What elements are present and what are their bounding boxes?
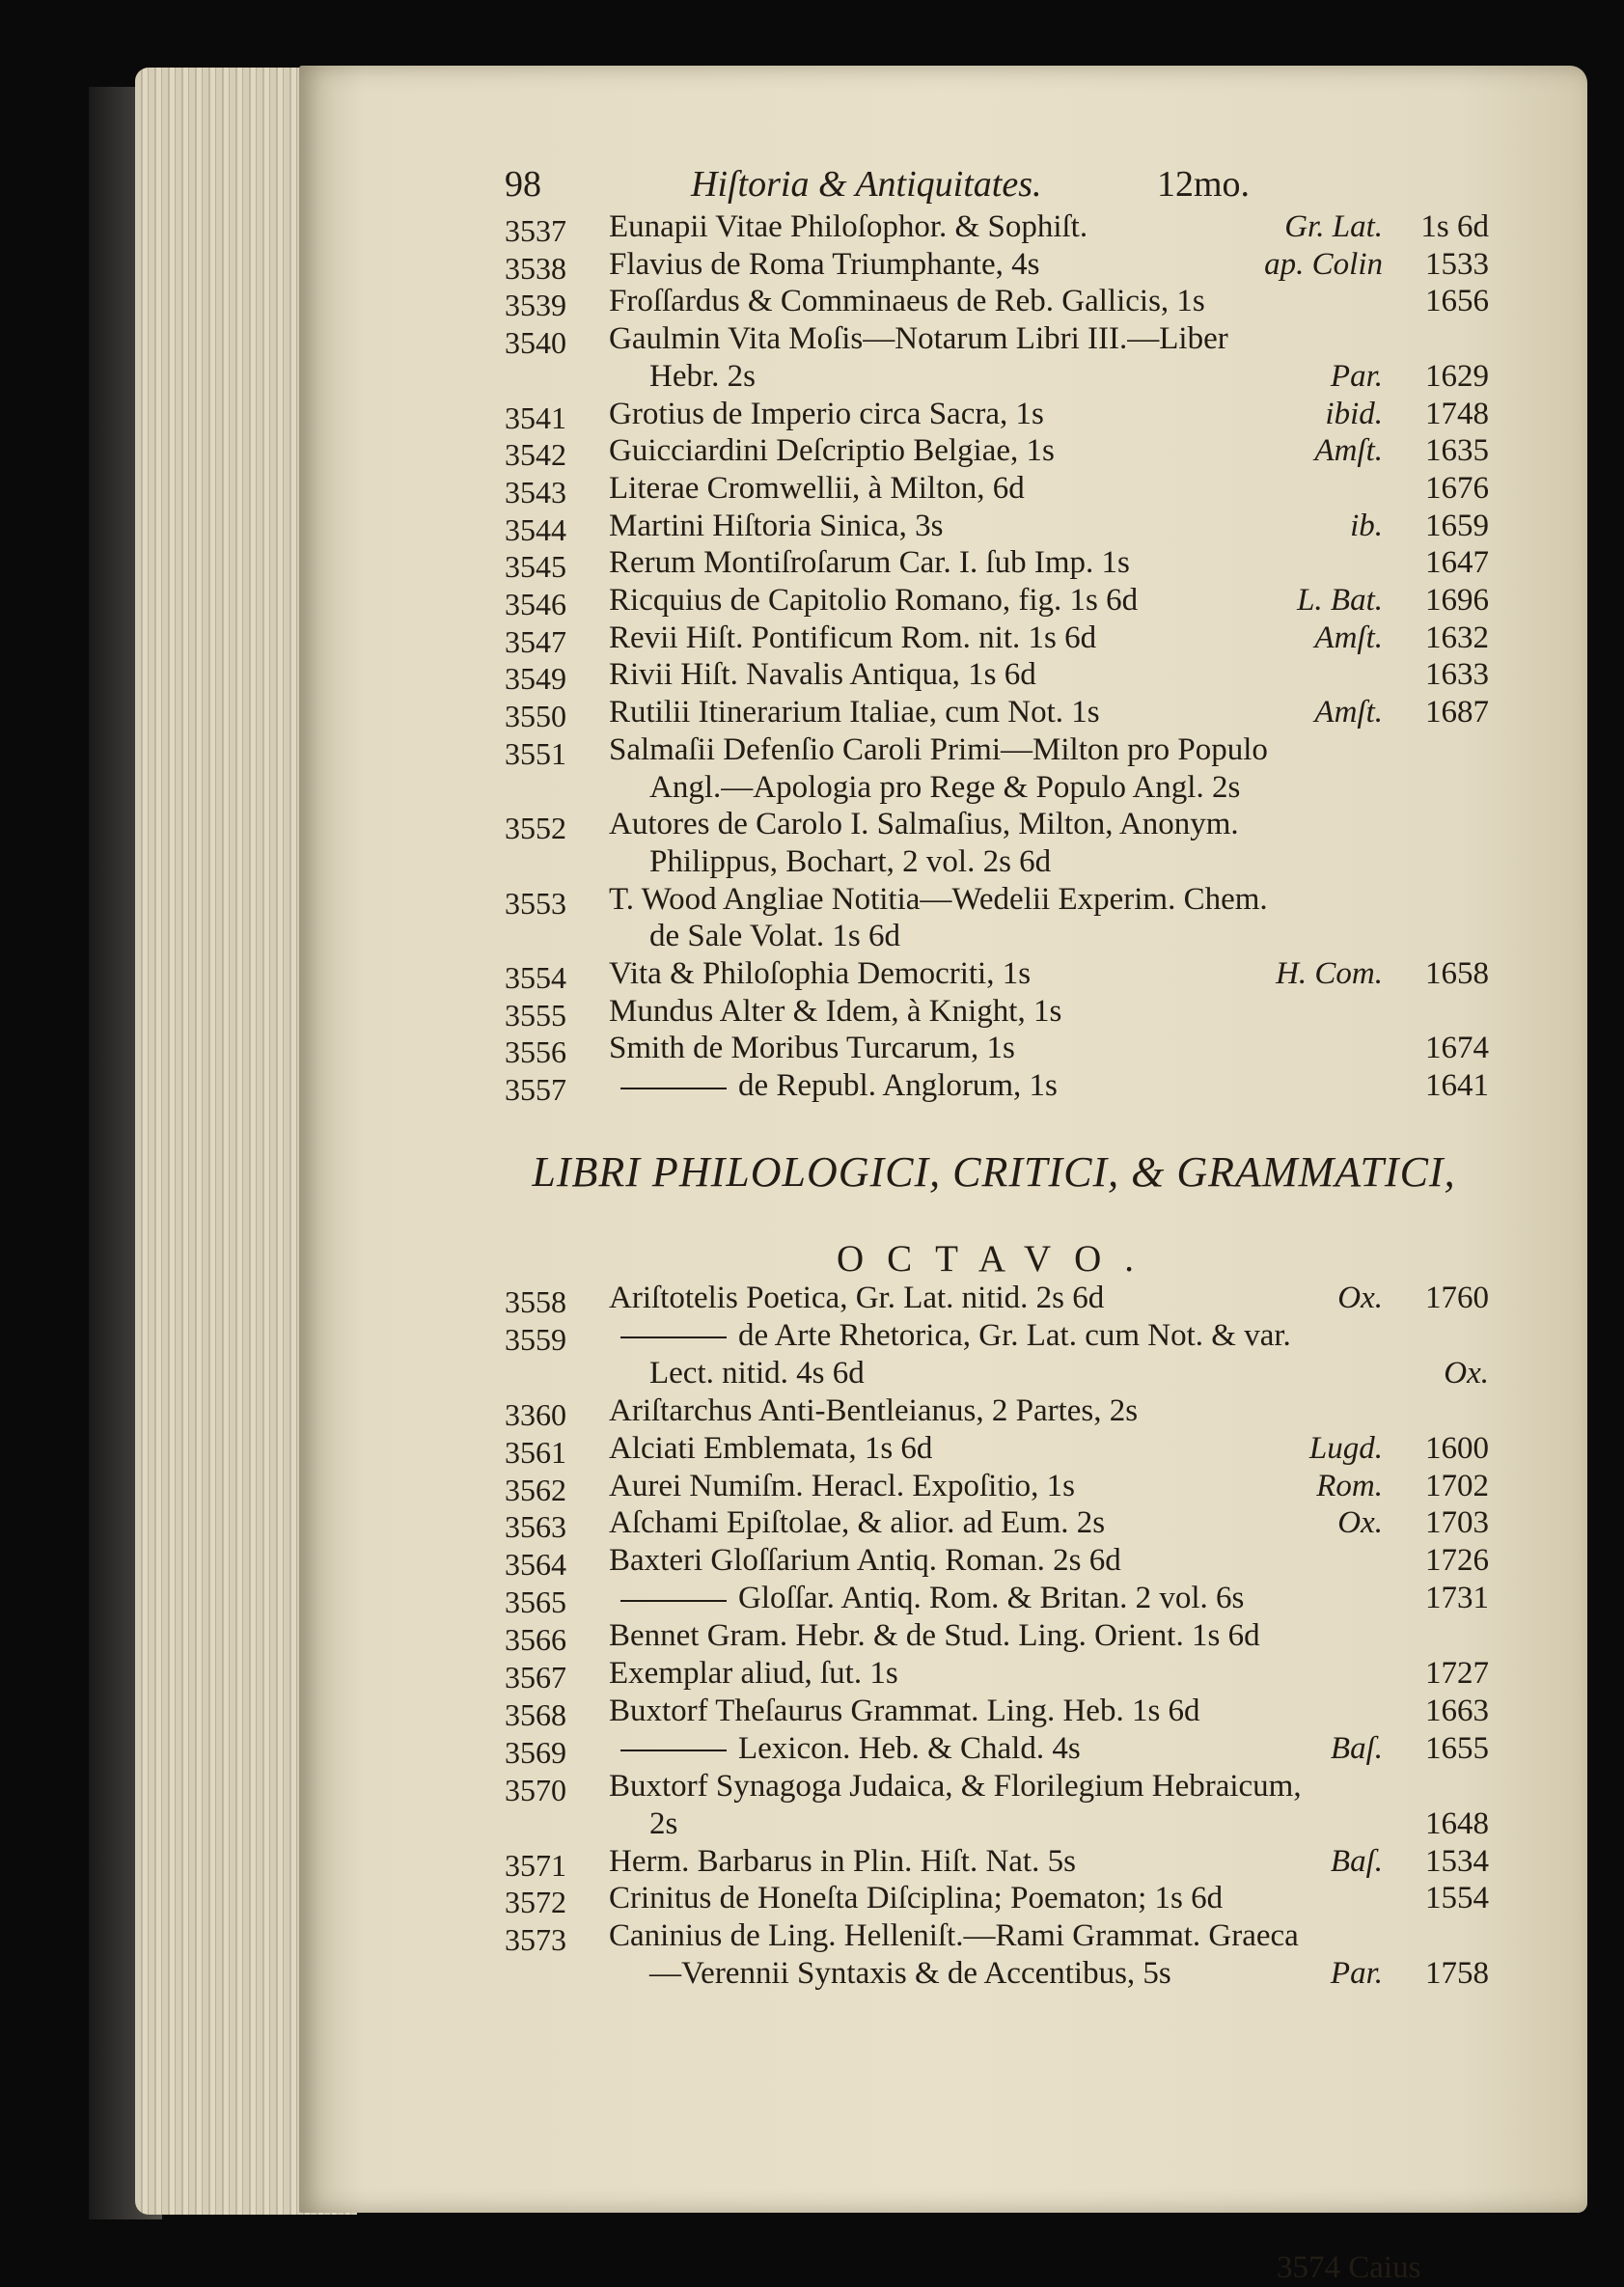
running-title: Hiſtoria & Antiquitates. <box>691 164 1042 205</box>
entry-text: Aurei Numiſm. Heracl. Expoſitio, 1s <box>609 1468 1075 1503</box>
entry-text: Rerum Montiſroſarum Car. I. ſub Imp. 1s <box>609 545 1130 581</box>
lot-number: 3539 <box>505 288 566 323</box>
entry-text: Rutilii Itinerarium Italiae, cum Not. 1s <box>609 695 1100 730</box>
entry-text: de Republ. Anglorum, 1s <box>738 1068 1058 1104</box>
entry-title <box>609 880 1268 919</box>
catalogue-entry <box>505 805 1489 846</box>
lot-number: 3565 <box>505 1584 566 1620</box>
entry-text: Caninius de Ling. Helleniſt.—Rami Grammat. Graeca <box>609 1918 1299 1954</box>
catalogue-entry <box>505 1429 1489 1468</box>
entry-year: 1s 6d <box>1420 209 1489 244</box>
entry-text: de Sale Volat. 1s 6d <box>649 919 901 954</box>
catalogue-entry <box>505 619 1489 657</box>
entry-place: ibid. <box>1325 396 1383 431</box>
entry-year: 1687 <box>1425 695 1489 730</box>
entry-title <box>649 917 900 955</box>
lot-number: 3540 <box>505 325 566 361</box>
lot-number: 3573 <box>505 1922 566 1958</box>
catalogue-entry <box>505 1767 1489 1805</box>
entry-title <box>609 581 1138 620</box>
entry-year: 1655 <box>1425 1730 1489 1766</box>
lot-number: 3360 <box>505 1396 566 1432</box>
entry-title <box>609 1467 1075 1505</box>
entry-year: 1633 <box>1425 657 1489 693</box>
entry-text: Mundus Alter & Idem, à Knight, 1s <box>609 993 1062 1029</box>
entry-title <box>609 1692 1200 1730</box>
entry-year: 1676 <box>1425 470 1489 506</box>
lot-number: 3559 <box>505 1321 566 1357</box>
lot-number: 3562 <box>505 1472 566 1507</box>
section-heading: LIBRI PHILOLOGICI, CRITICI, & GRAMMATICI, <box>532 1148 1456 1196</box>
catalogue-entry <box>505 1066 1489 1108</box>
entry-text: Eunapii Vitae Philoſophor. & Sophiſt. <box>609 209 1088 244</box>
entry-place: Ox. <box>1337 1281 1383 1315</box>
entry-title <box>609 805 1239 843</box>
entry-text: Salmaſii Defenſio Caroli Primi—Milton pro Populo <box>609 731 1268 767</box>
catalogue-entry <box>505 730 1489 769</box>
lot-number: 3550 <box>505 699 566 734</box>
entry-text: Exemplar aliud, ſut. 1s <box>609 1656 898 1691</box>
catalogue-entry <box>505 319 1489 361</box>
entry-text: Crinitus de Honeſta Diſciplina; Poematon; 1s 6d <box>609 1881 1224 1916</box>
entry-title <box>609 207 1087 246</box>
format-label: 12mo. <box>1157 164 1251 205</box>
lot-number: 3538 <box>505 250 566 286</box>
entry-place: Lugd. <box>1308 1430 1383 1466</box>
catalogue-entry <box>505 1954 1489 1993</box>
entry-title <box>609 469 1025 508</box>
entry-year: 1647 <box>1425 545 1489 581</box>
entry-year: 1629 <box>1425 358 1489 394</box>
entry-year: 1658 <box>1425 956 1489 991</box>
entry-place: Amſt. <box>1314 433 1383 469</box>
entry-text: Smith de Moribus Turcarum, 1s <box>609 1031 1015 1066</box>
entry-text: Alciati Emblemata, 1s 6d <box>609 1430 933 1466</box>
entry-place: Ox. <box>1337 1505 1383 1541</box>
entry-text: Gloſſar. Antiq. Rom. & Britan. 2 vol. 6s <box>738 1581 1245 1616</box>
entry-text: Aſchami Epiſtolae, & alior. ad Eum. 2s <box>609 1505 1106 1541</box>
catalogue-entry <box>505 954 1489 993</box>
entry-title <box>609 543 1130 582</box>
entry-text: Lect. nitid. 4s 6d <box>649 1355 865 1391</box>
entry-place: Par. <box>1330 358 1383 394</box>
entry-place: H. Com. <box>1276 956 1383 991</box>
entry-title <box>609 1066 1058 1105</box>
entry-year: 1748 <box>1425 396 1489 431</box>
catalogue-entry <box>505 1805 1489 1843</box>
catalogue-entry <box>505 207 1489 246</box>
catalogue-entry <box>505 1729 1489 1768</box>
entry-place: Amſt. <box>1314 695 1383 730</box>
catalogue-entry <box>505 693 1489 734</box>
entry-text: Lexicon. Heb. & Chald. 4s <box>738 1730 1081 1766</box>
entry-title <box>609 507 943 545</box>
entry-year: 1726 <box>1425 1543 1489 1579</box>
entry-text: Rivii Hiſt. Navalis Antiqua, 1s 6d <box>609 657 1036 693</box>
entry-title <box>609 992 1061 1031</box>
entry-text: Baxteri Gloſſarium Antiq. Roman. 2s 6d <box>609 1543 1121 1579</box>
lot-number: 3558 <box>505 1284 566 1319</box>
catalogue-entry <box>505 1391 1489 1430</box>
entry-title <box>609 655 1036 694</box>
entry-year: 1663 <box>1425 1693 1489 1728</box>
entry-text: Flavius de Roma Triumphante, 4s <box>609 246 1040 282</box>
entry-text: Vita & Philoſophia Democriti, 1s <box>609 956 1032 991</box>
entry-year: 1696 <box>1425 583 1489 618</box>
entry-text: Literae Cromwellii, à Milton, 6d <box>609 470 1025 506</box>
entry-title <box>609 1579 1244 1617</box>
ditto-dash <box>620 1336 727 1338</box>
entry-year: 1600 <box>1425 1430 1489 1466</box>
catchword: 3574 Caius <box>1277 2250 1421 2285</box>
entry-year: 1727 <box>1425 1656 1489 1691</box>
entry-year: 1731 <box>1425 1581 1489 1616</box>
entry-title <box>649 1354 865 1392</box>
catalogue-entry <box>505 282 1489 323</box>
entry-year: 1554 <box>1425 1881 1489 1916</box>
catalogue-entry <box>505 395 1489 433</box>
entry-title <box>649 1954 1171 1993</box>
entry-title <box>609 730 1268 769</box>
entry-text: Ariſtotelis Poetica, Gr. Lat. nitid. 2s 6d <box>609 1281 1105 1315</box>
catalogue-entry <box>505 357 1489 396</box>
entry-title <box>609 1029 1015 1067</box>
lot-number: 3555 <box>505 997 566 1033</box>
entry-title <box>609 282 1205 320</box>
entry-text: de Arte Rhetorica, Gr. Lat. cum Not. & var. <box>738 1317 1291 1353</box>
lot-number: 3557 <box>505 1072 566 1108</box>
catalogue-entry <box>505 1616 1489 1658</box>
entry-text: Autores de Carolo I. Salmaſius, Milton, Anonym. <box>609 807 1239 842</box>
entry-title <box>609 1767 1302 1805</box>
lot-number: 3563 <box>505 1509 566 1545</box>
catalogue-entry <box>505 245 1489 284</box>
lot-number: 3567 <box>505 1660 566 1695</box>
entry-title <box>609 1842 1076 1881</box>
entry-place: Rom. <box>1316 1468 1383 1503</box>
entry-place: ib. <box>1350 508 1383 543</box>
entry-text: Buxtorf Synagoga Judaica, & Florilegium Hebraicum, <box>609 1768 1302 1804</box>
catalogue-entry <box>505 1579 1489 1620</box>
entry-title <box>609 1916 1299 1955</box>
entry-year: 1534 <box>1425 1843 1489 1879</box>
entry-text: Bennet Gram. Hebr. & de Stud. Ling. Orient. 1s 6d <box>609 1618 1260 1654</box>
catalogue-entry <box>505 581 1489 620</box>
lot-number: 3553 <box>505 885 566 921</box>
catalogue-entry <box>505 1354 1489 1392</box>
lot-number: 3570 <box>505 1772 566 1807</box>
lot-number: 3552 <box>505 811 566 846</box>
lot-number: 3542 <box>505 437 566 473</box>
entry-place: Par. <box>1330 1956 1383 1992</box>
entry-title <box>609 1879 1223 1917</box>
lot-number: 3556 <box>505 1034 566 1070</box>
entry-text: Angl.—Apologia pro Rege & Populo Angl. 2s <box>649 769 1241 805</box>
entry-year: 1641 <box>1425 1068 1489 1104</box>
catalogue-entry <box>505 1692 1489 1730</box>
catalogue-entry <box>505 992 1489 1031</box>
entry-title <box>609 1279 1104 1317</box>
entry-place: Amſt. <box>1314 620 1383 655</box>
lot-number: 3554 <box>505 960 566 995</box>
lot-number: 3543 <box>505 474 566 510</box>
entry-text: Guicciardini Deſcriptio Belgiae, 1s <box>609 433 1055 469</box>
catalogue-entry <box>505 768 1489 807</box>
entry-title <box>649 357 756 396</box>
lot-number: 3568 <box>505 1696 566 1732</box>
entry-title <box>649 1805 677 1843</box>
entry-year: 1648 <box>1425 1805 1489 1841</box>
ditto-dash <box>620 1088 727 1089</box>
entry-title <box>609 954 1031 993</box>
entry-title <box>609 1616 1260 1655</box>
lot-number: 3549 <box>505 661 566 697</box>
entry-text: Froſſardus & Comminaeus de Reb. Gallicis, 1s <box>609 284 1205 319</box>
entry-text: —Verennii Syntaxis & de Accentibus, 5s <box>649 1956 1171 1992</box>
entry-text: Hebr. 2s <box>649 358 756 394</box>
entry-title <box>609 245 1039 284</box>
lot-number: 3546 <box>505 587 566 621</box>
lot-number: 3569 <box>505 1734 566 1770</box>
entry-place: Ox. <box>1444 1355 1489 1391</box>
catalogue-entry <box>505 507 1489 545</box>
catalogue-entry <box>505 469 1489 508</box>
entry-title <box>649 768 1240 807</box>
catalogue-entry <box>505 1279 1489 1317</box>
entry-text: Grotius de Imperio circa Sacra, 1s <box>609 396 1044 431</box>
entry-year: 1635 <box>1425 433 1489 469</box>
lot-number: 3566 <box>505 1622 566 1658</box>
entry-title <box>609 619 1096 657</box>
entry-title <box>609 1541 1121 1580</box>
entry-year: 1702 <box>1425 1468 1489 1503</box>
catalogue-entry <box>505 880 1489 919</box>
page-text <box>505 159 1489 2285</box>
entry-text: Gaulmin Vita Moſis—Notarum Libri III.—Liber <box>609 321 1228 357</box>
entry-place: Baſ. <box>1330 1730 1383 1766</box>
entry-title <box>609 1654 898 1693</box>
catalogue-entry <box>505 431 1489 473</box>
lot-number: 3572 <box>505 1885 566 1920</box>
entry-place: Baſ. <box>1330 1843 1383 1879</box>
entry-year: 1674 <box>1425 1031 1489 1066</box>
entry-year: 1703 <box>1425 1505 1489 1541</box>
ditto-dash <box>620 1750 727 1751</box>
ditto-dash <box>620 1600 727 1602</box>
lot-number: 3564 <box>505 1547 566 1583</box>
running-head <box>505 159 1489 209</box>
lot-number: 3537 <box>505 213 566 248</box>
entry-text: Martini Hiſtoria Sinica, 3s <box>609 508 944 543</box>
entry-text: Ariſtarchus Anti-Bentleianus, 2 Partes, 2s <box>609 1392 1139 1428</box>
entry-text: Herm. Barbarus in Plin. Hiſt. Nat. 5s <box>609 1843 1076 1879</box>
catalogue-entry <box>505 1916 1489 1958</box>
entry-place: ap. Colin <box>1264 246 1383 282</box>
catalogue-entry <box>505 1879 1489 1920</box>
catalogue-entry <box>505 1842 1489 1881</box>
lot-number: 3551 <box>505 735 566 771</box>
entry-text: T. Wood Angliae Notitia—Wedelii Experim. Chem. <box>609 881 1268 917</box>
catalogue-entry <box>505 842 1489 881</box>
catalogue-entry <box>505 1503 1489 1545</box>
entry-title <box>609 1503 1105 1542</box>
entry-text: 2s <box>649 1805 678 1841</box>
entry-year: 1632 <box>1425 620 1489 655</box>
entry-title <box>609 431 1055 470</box>
catalogue-entry <box>505 543 1489 585</box>
entry-title <box>609 1316 1291 1355</box>
catalogue-entry <box>505 1654 1489 1693</box>
entry-place: L. Bat. <box>1297 583 1383 618</box>
catalogue-entry <box>505 917 1489 955</box>
catalogue-entry <box>505 1541 1489 1583</box>
lot-number: 3545 <box>505 549 566 585</box>
entry-year: 1760 <box>1425 1281 1489 1315</box>
entry-place: Gr. Lat. <box>1284 209 1383 244</box>
lot-number: 3541 <box>505 400 566 435</box>
entry-text: Revii Hiſt. Pontificum Rom. nit. 1s 6d <box>609 620 1097 655</box>
page-number: 98 <box>505 164 541 205</box>
entry-year: 1758 <box>1425 1956 1489 1992</box>
lot-number: 3571 <box>505 1847 566 1883</box>
entry-title <box>609 693 1100 731</box>
entry-year: 1533 <box>1425 246 1489 282</box>
entry-year: 1659 <box>1425 508 1489 543</box>
entry-title <box>609 319 1228 358</box>
catalogue-entry <box>505 1316 1489 1355</box>
entry-year: 1656 <box>1425 284 1489 319</box>
section-subheading: OCTAVO. <box>836 1238 1158 1280</box>
lot-number: 3544 <box>505 511 566 547</box>
lot-number: 3547 <box>505 623 566 659</box>
entry-text: Ricquius de Capitolio Romano, fig. 1s 6d <box>609 583 1139 618</box>
entry-text: Philippus, Bochart, 2 vol. 2s 6d <box>649 843 1052 879</box>
entry-text: Buxtorf Theſaurus Grammat. Ling. Heb. 1s 6d <box>609 1693 1200 1728</box>
catalogue-entry <box>505 1029 1489 1070</box>
entry-title <box>609 1391 1138 1430</box>
catalogue-entry <box>505 655 1489 697</box>
entry-title <box>609 1429 932 1468</box>
lot-number: 3561 <box>505 1434 566 1470</box>
entry-title <box>609 1729 1081 1768</box>
entry-title <box>609 395 1044 433</box>
catalogue-entry <box>505 1467 1489 1505</box>
entry-title <box>649 842 1051 881</box>
